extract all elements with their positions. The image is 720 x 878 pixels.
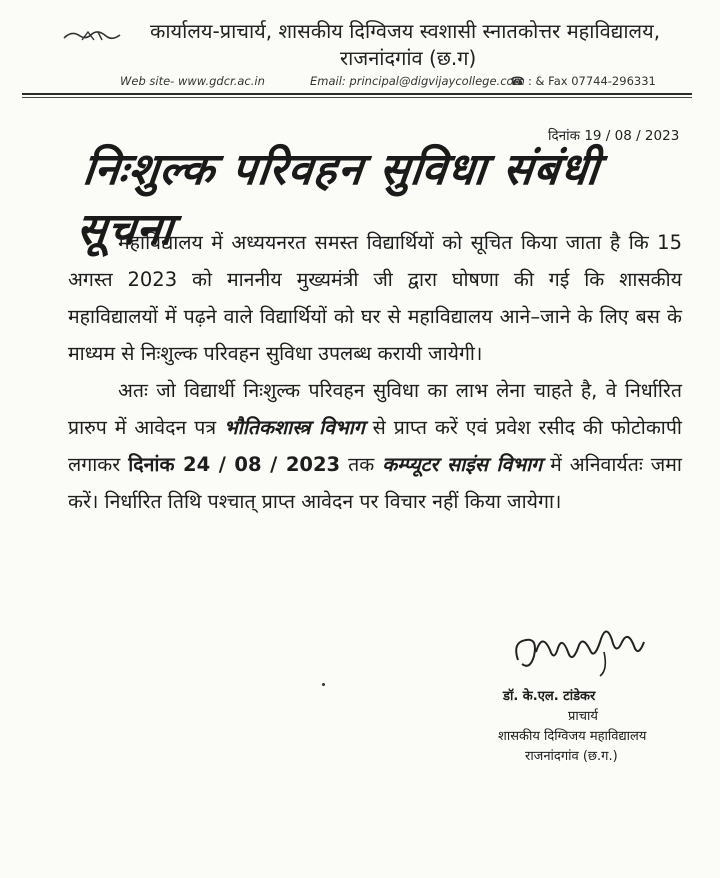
signatory-city: राजनांदगांव (छ.ग.) xyxy=(525,749,618,764)
signatory-name: डॉ. के.एल. टांडेकर xyxy=(503,689,596,704)
signatory-institution: शासकीय दिग्विजय महाविद्यालय xyxy=(498,729,647,744)
signatory-role: प्राचार्य xyxy=(568,709,598,724)
notice-title: निःशुल्क परिवहन सुविधा संबंधी सूचना xyxy=(74,144,603,255)
p2-text-d: में अनिवार्यतः जमा करें। निर्धारित तिथि पश्चात् प्राप्त आवेदन पर विचार नहीं किया जायेगा। xyxy=(68,453,682,513)
phone-fax-text: ☎ : & Fax 07744-296331 xyxy=(510,74,656,88)
ink-dot xyxy=(322,683,325,686)
computer-science-dept: कम्प्यूटर साइंस विभाग xyxy=(382,453,543,476)
header-rule xyxy=(22,93,692,95)
office-title: कार्यालय-प्राचार्य, शासकीय दिग्विजय स्वशासी स्नातकोत्तर महाविद्यालय, xyxy=(150,19,661,43)
p2-text-c: तक xyxy=(340,453,383,476)
p2-text-b: से प्राप्त करें एवं प्रवेश रसीद की फोटोकापी लगाकर xyxy=(68,416,682,476)
paragraph-1: महाविद्यालय में अध्ययनरत समस्त विद्यार्थियों को सूचित किया जाता है कि 15 अगस्त 2023 को माननीय मुख्यमंत्री जी द्वारा घोषणा की गई कि शासकीय महाविद्यालयों में पढ़ने वाले विद्यार्थियों को घर से महाविद्यालय आने–जाने के लिए बस के माध्यम से निःशुल्क परिवहन सुविधा उपलब्ध करायी जायेगी। xyxy=(68,231,682,365)
college-logo-icon xyxy=(62,26,122,46)
paragraph-2 xyxy=(68,372,682,520)
contact-line xyxy=(120,74,680,88)
notice-body xyxy=(68,224,682,520)
office-city: राजनांदगांव (छ.ग) xyxy=(340,46,477,70)
header-rule-thin xyxy=(22,97,692,98)
website-text: Web site- www.gdcr.ac.in xyxy=(120,74,265,88)
signature-icon xyxy=(508,612,658,682)
last-date: दिनांक 24 / 08 / 2023 xyxy=(128,453,341,476)
email-text: Email: principal@digvijaycollege.com xyxy=(310,74,525,88)
physics-dept: भौतिकशास्त्र विभाग xyxy=(224,416,365,439)
notice-date: दिनांक 19 / 08 / 2023 xyxy=(548,128,680,144)
p2-text-a: अतः जो विद्यार्थी निःशुल्क परिवहन सुविधा का लाभ लेना चाहते है, वे निर्धारित प्रारुप में आवेदन पत्र xyxy=(68,379,682,439)
